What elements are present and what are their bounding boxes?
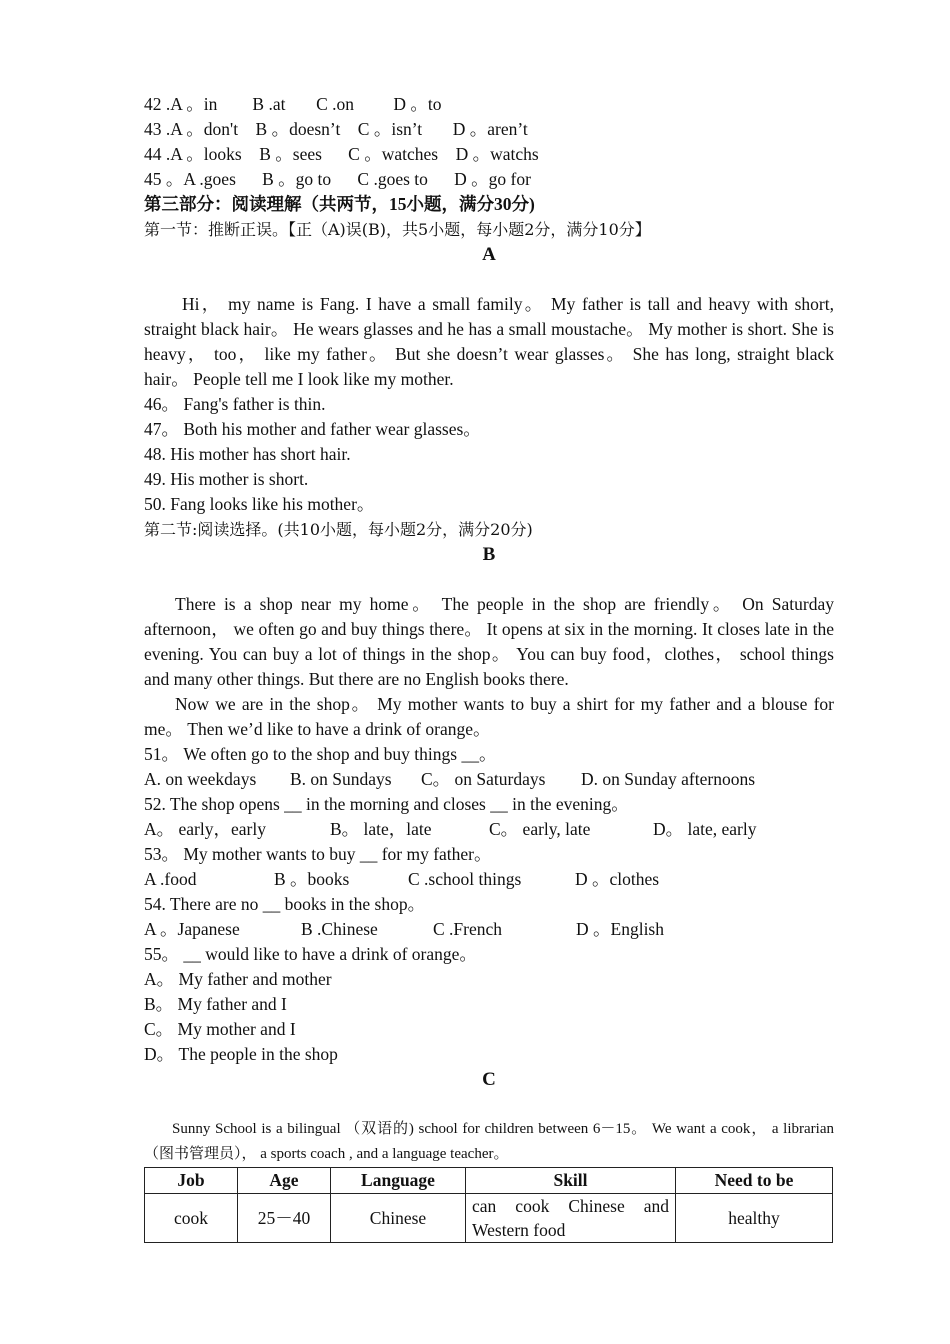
table-row bbox=[145, 1194, 833, 1243]
passage-b-paragraph-1: There is a shop near my home。 The people in the shop are friendly。 On Saturday afternoon， we often go and buy things there。 It opens at six in the morning. It closes late in the evening. You can buy a lot of things in the shop。 You can buy food，clothes， school things and many other things. But there are no English books there. bbox=[144, 594, 834, 689]
cell-job: cook bbox=[145, 1194, 238, 1243]
option-53-d: D 。clothes bbox=[575, 869, 660, 889]
question-54-options bbox=[144, 917, 834, 942]
tf-item-50: 50. Fang looks like his mother。 bbox=[144, 494, 375, 514]
option-52-a: A。 early，early bbox=[144, 819, 266, 839]
cell-age: 25－40 bbox=[238, 1194, 331, 1243]
tf-item-47: 47。 Both his mother and father wear glasses。 bbox=[144, 419, 481, 439]
option-54-c: C .French bbox=[433, 919, 503, 939]
cell-language: Chinese bbox=[331, 1194, 466, 1243]
option-51-d: D. on Sunday afternoons bbox=[581, 769, 756, 789]
header-skill: Skill bbox=[466, 1168, 676, 1194]
option-52-d: D。 late, early bbox=[653, 819, 757, 839]
option-51-b: B. on Sundays bbox=[290, 769, 392, 789]
option-54-a: A 。Japanese bbox=[144, 919, 240, 939]
question-51-options bbox=[144, 767, 834, 792]
question-45: 45 。A .goes B 。go to C .goes to D 。go for bbox=[144, 169, 531, 189]
question-53-options bbox=[144, 867, 834, 892]
option-53-c: C .school things bbox=[408, 869, 522, 889]
option-51-a: A. on weekdays bbox=[144, 769, 257, 789]
option-55-c: C。 My mother and I bbox=[144, 1019, 296, 1039]
part3-title: 第三部分：阅读理解（共两节，15小题，满分30分) bbox=[144, 194, 535, 214]
table-header-row bbox=[145, 1168, 833, 1194]
question-55: 55。 __ would like to have a drink of orange。 bbox=[144, 944, 477, 964]
question-52: 52. The shop opens __ in the morning and closes __ in the evening。 bbox=[144, 794, 629, 814]
tf-item-49: 49. His mother is short. bbox=[144, 469, 309, 489]
question-53: 53。 My mother wants to buy __ for my father。 bbox=[144, 844, 492, 864]
passage-a-text: Hi， my name is Fang. I have a small family。 My father is tall and heavy with short, straight black hair。 He wears glasses and he has a small moustache。 My mother is short. She is heavy， too， like my father。 But she doesn’t wear glasses。 She has long, straight black hair。 People tell me I look like my mother. bbox=[144, 294, 834, 389]
passage-b bbox=[144, 592, 834, 742]
header-need-to-be: Need to be bbox=[676, 1168, 833, 1194]
question-42: 42 .A 。in B .at C .on D 。to bbox=[144, 94, 442, 114]
option-53-a: A .food bbox=[144, 869, 197, 889]
question-52-options bbox=[144, 817, 834, 842]
question-44: 44 .A 。looks B 。sees C 。watches D 。watchs bbox=[144, 144, 539, 164]
header-job: Job bbox=[145, 1168, 238, 1194]
option-52-c: C。 early, late bbox=[489, 819, 591, 839]
option-51-c: C。 on Saturdays bbox=[421, 769, 546, 789]
tf-item-48: 48. His mother has short hair. bbox=[144, 444, 351, 464]
cell-need-to-be: healthy bbox=[676, 1194, 833, 1243]
option-53-b: B 。books bbox=[274, 869, 350, 889]
option-55-b: B。 My father and I bbox=[144, 994, 287, 1014]
question-43: 43 .A 。don't B 。doesn’t C 。isn’t D 。aren’t bbox=[144, 119, 528, 139]
passage-c bbox=[144, 1117, 834, 1167]
tf-item-46: 46。 Fang's father is thin. bbox=[144, 394, 326, 414]
option-55-a: A。 My father and mother bbox=[144, 969, 332, 989]
header-language: Language bbox=[331, 1168, 466, 1194]
option-52-b: B。 late，late bbox=[330, 819, 432, 839]
passage-b-paragraph-2: Now we are in the shop。 My mother wants to buy a shirt for my father and a blouse for me。 Then we’d like to have a drink of orange。 bbox=[144, 694, 834, 739]
question-51: 51。 We often go to the shop and buy things __。 bbox=[144, 744, 497, 764]
exam-page bbox=[144, 92, 834, 1243]
cell-skill: can cook Chinese and Western food bbox=[466, 1194, 676, 1243]
question-54: 54. There are no __ books in the shop。 bbox=[144, 894, 426, 914]
job-table bbox=[144, 1167, 833, 1243]
section1-title: 第一节：推断正误。【正（A)误(B)，共5小题，每小题2分，满分10分】 bbox=[144, 220, 651, 239]
option-55-d: D。 The people in the shop bbox=[144, 1044, 338, 1064]
section2-title: 第二节:阅读选择。(共10小题，每小题2分，满分20分) bbox=[144, 520, 533, 539]
passage-c-text: Sunny School is a bilingual （双语的) school for children between 6－15。 We want a cook， a librarian （图书管理员）， a sports coach , and a language teacher。 bbox=[144, 1121, 834, 1162]
option-54-b: B .Chinese bbox=[301, 919, 378, 939]
passage-b-heading: B bbox=[482, 544, 496, 565]
passage-a bbox=[144, 292, 834, 392]
option-54-d: D 。English bbox=[576, 919, 664, 939]
passage-a-heading: A bbox=[482, 244, 496, 265]
header-age: Age bbox=[238, 1168, 331, 1194]
passage-c-heading: C bbox=[482, 1069, 496, 1090]
